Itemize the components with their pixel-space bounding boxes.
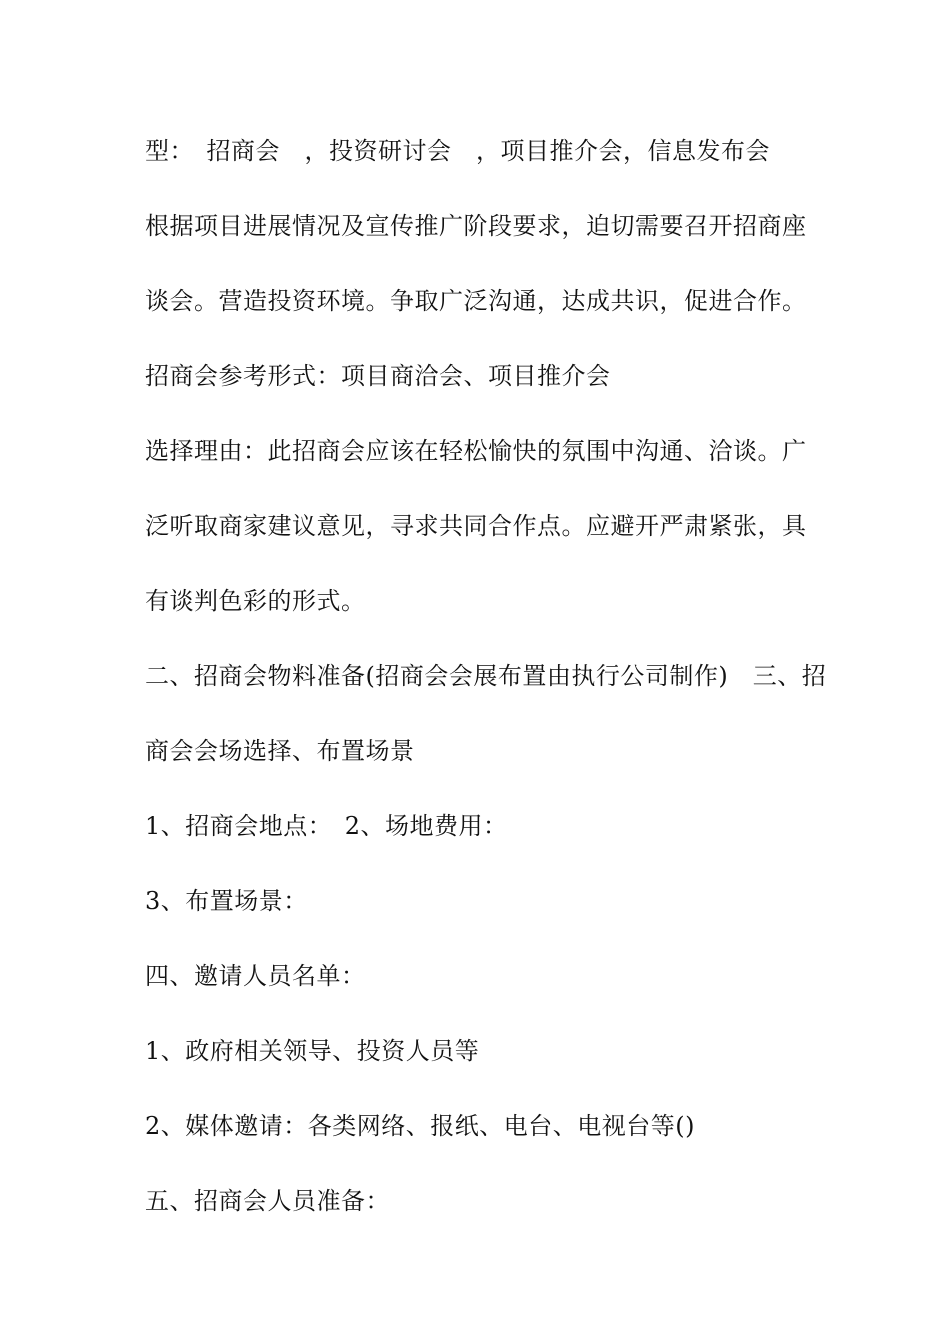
text-line: 根据项目进展情况及宣传推广阶段要求，迫切需要召开招商座: [145, 212, 807, 240]
text-line: 2、媒体邀请：各类网络、报纸、电台、电视台等(): [145, 1112, 695, 1140]
text-line: 四、邀请人员名单：: [145, 962, 366, 990]
text-line: 型： 招商会 ，投资研讨会 ，项目推介会，信息发布会: [145, 137, 770, 165]
text-line: 选择理由：此招商会应该在轻松愉快的氛围中沟通、洽谈。广: [145, 437, 807, 465]
text-line: 招商会参考形式：项目商洽会、项目推介会: [145, 362, 611, 390]
text-line: 有谈判色彩的形式。: [145, 587, 366, 615]
text-line: 泛听取商家建议意见，寻求共同合作点。应避开严肃紧张，具: [145, 512, 807, 540]
text-line: 1、招商会地点： 2、场地费用：: [145, 812, 508, 840]
text-line: 谈会。营造投资环境。争取广泛沟通，达成共识，促进合作。: [145, 287, 807, 315]
text-line: 3、布置场景：: [145, 887, 308, 915]
text-line: 五、招商会人员准备：: [145, 1187, 390, 1215]
text-line: 二、招商会物料准备(招商会会展布置由执行公司制作) 三、招: [145, 662, 827, 690]
text-line: 商会会场选择、布置场景: [145, 737, 415, 765]
text-line: 1、政府相关领导、投资人员等: [145, 1037, 480, 1065]
